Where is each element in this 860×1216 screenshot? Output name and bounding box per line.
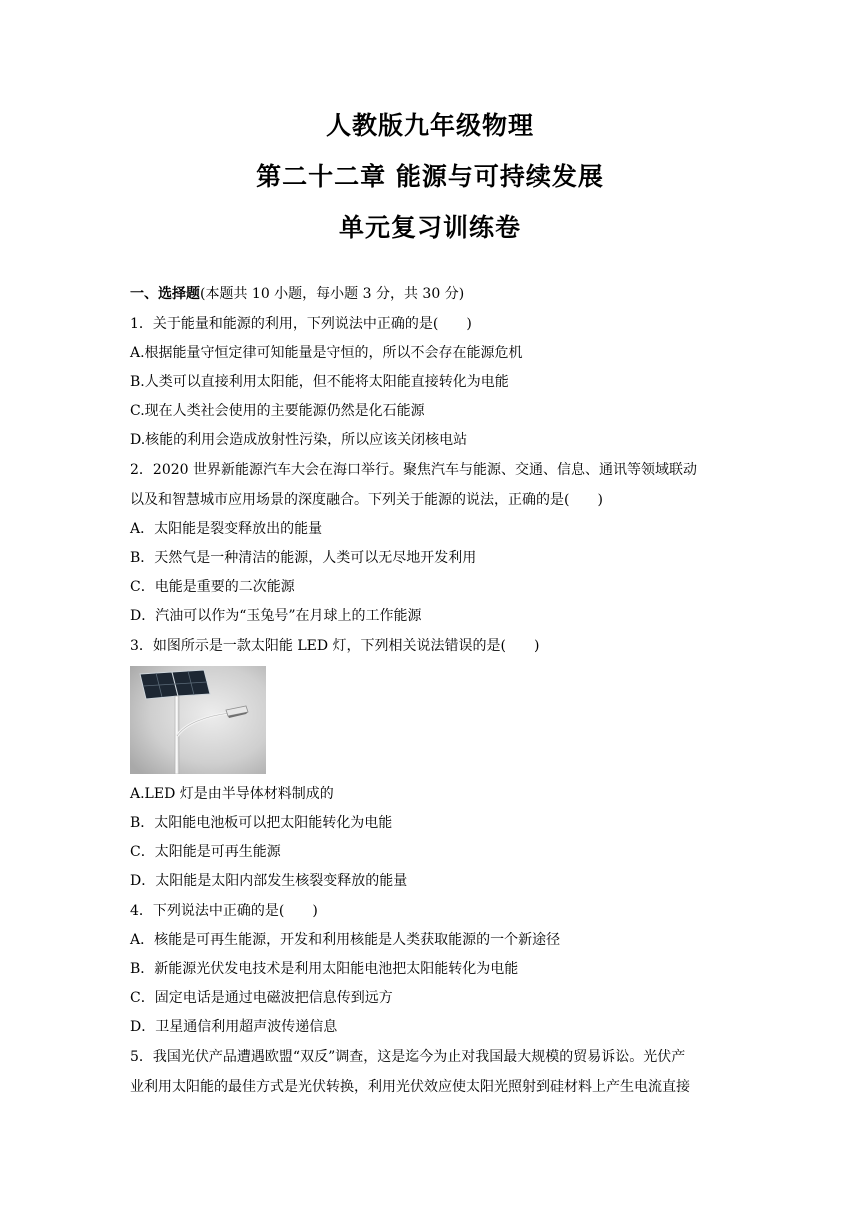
q2-option-d: D．汽油可以作为“玉兔号”在月球上的工作能源 [130,608,422,624]
q3-option-c: C．太阳能是可再生能源 [130,844,281,860]
section-note: (本题共 10 小题，每小题 3 分，共 30 分) [200,286,465,302]
q5-stem-line1: 5．我国光伏产品遭遇欧盟“双反”调查，这是迄今为止对我国最大规模的贸易诉讼。光伏产 [130,1049,686,1065]
q2-stem-line1: 2．2020 世界新能源汽车大会在海口举行。聚焦汽车与能源、交通、信息、通讯等领域联动 [130,462,697,478]
q1-option-b: B.人类可以直接利用太阳能，但不能将太阳能直接转化为电能 [130,374,509,390]
q2-option-b: B．天然气是一种清洁的能源，人类可以无尽地开发利用 [130,550,477,566]
q1-option-a: A.根据能量守恒定律可知能量是守恒的，所以不会存在能源危机 [130,345,523,361]
solar-led-lamp-illustration [130,666,266,774]
section-heading [130,284,740,304]
q4-stem: 4．下列说法中正确的是( ) [130,903,318,919]
q3-option-d: D．太阳能是太阳内部发生核裂变释放的能量 [130,873,408,889]
q3-option-b: B．太阳能电池板可以把太阳能转化为电能 [130,815,393,831]
q2-option-c: C．电能是重要的二次能源 [130,579,295,595]
q4-option-d: D．卫星通信利用超声波传递信息 [130,1019,338,1035]
q2-stem-line2: 以及和智慧城市应用场景的深度融合。下列关于能源的说法，正确的是( ) [130,492,603,508]
q3-stem: 3．如图所示是一款太阳能 LED 灯，下列相关说法错误的是( ) [130,638,540,654]
solar-led-lamp-image [130,666,266,774]
q1-stem: 1．关于能量和能源的利用，下列说法中正确的是( ) [130,316,472,332]
q4-option-b: B．新能源光伏发电技术是利用太阳能电池把太阳能转化为电能 [130,961,519,977]
q1-option-c: C.现在人类社会使用的主要能源仍然是化石能源 [130,403,425,419]
q1-option-d: D.核能的利用会造成放射性污染，所以应该关闭核电站 [130,432,468,448]
q4-option-c: C．固定电话是通过电磁波把信息传到远方 [130,990,393,1006]
section-label: 一、选择题 [130,286,200,302]
q2-option-a: A．太阳能是裂变释放出的能量 [130,521,323,537]
doc-title-line1: 人教版九年级物理 [325,111,534,140]
q3-option-a: A.LED 灯是由半导体材料制成的 [130,786,334,802]
solar-panel-icon [140,670,210,699]
doc-title-line3: 单元复习训练卷 [338,213,521,242]
doc-title-line2: 第二十二章 能源与可持续发展 [256,162,604,191]
q4-option-a: A．核能是可再生能源，开发和利用核能是人类获取能源的一个新途径 [130,932,561,948]
q5-stem-line2: 业利用太阳能的最佳方式是光伏转换，利用光伏效应使太阳光照射到硅材料上产生电流直接 [130,1079,690,1095]
